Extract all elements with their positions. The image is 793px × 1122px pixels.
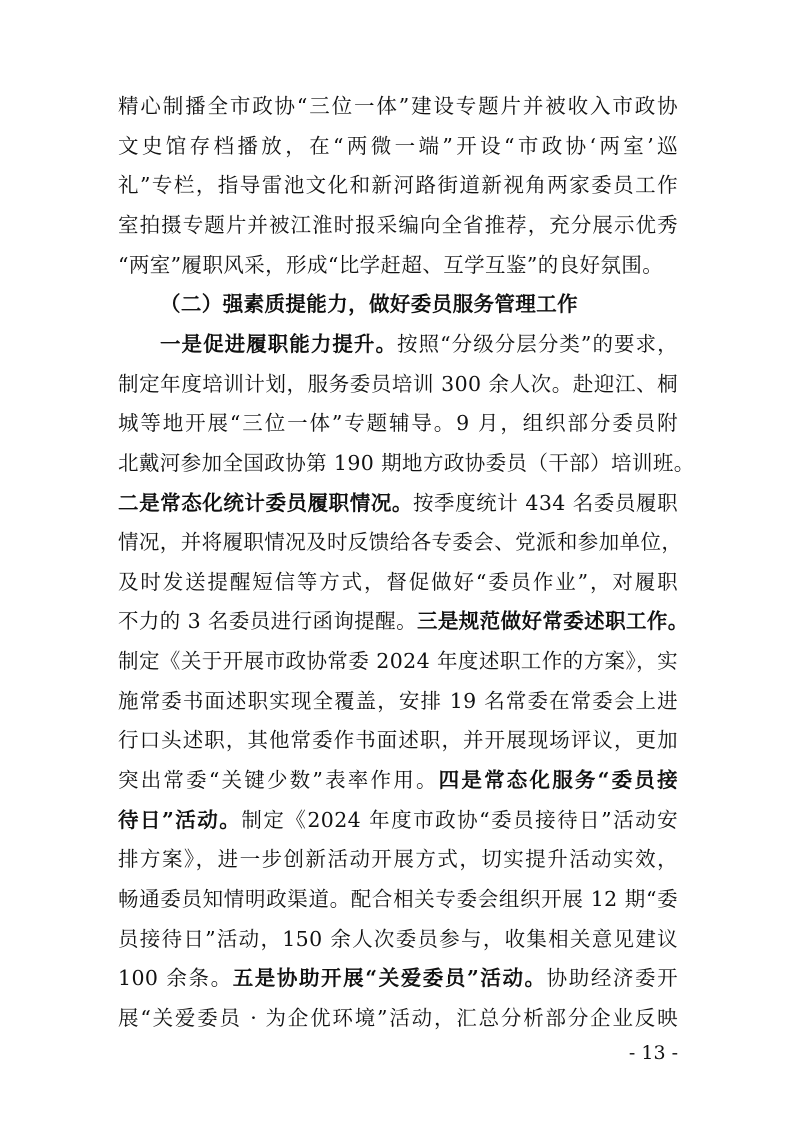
body-line: 文史馆存档播放，在“两微一端”开设“市政协‘两室’巡 [118,134,678,158]
body-line: 畅通委员知情明政渠道。配合相关专委会组织开展 12 期“委 [118,887,678,911]
body-line: “两室”履职风采，形成“比学赶超、互学互鉴”的良好氛围。 [118,253,664,277]
bold-lead: 五是协助开展“关爱委员”活动。 [232,966,547,990]
bold-lead: 一是促进履职能力提升。 [160,332,398,356]
body-line: 突出常委“关键少数”表率作用。四是常态化服务“委员接 [118,768,678,792]
body-line: 北戴河参加全国政协第 190 期地方政协委员（干部）培训班。 [118,451,695,475]
body-line: 不力的 3 名委员进行函询提醒。三是规范做好常委述职工作。 [118,609,689,633]
bold-lead: 四是常态化服务“委员接 [438,768,678,792]
body-line: 展“关爱委员 · 为企优环境”活动，汇总分析部分企业反映 [118,1006,678,1030]
body-line: 及时发送提醒短信等方式，督促做好“委员作业”，对履职 [118,570,678,594]
body-line: 施常委书面述职实现全覆盖，安排 19 名常委在常委会上进 [118,689,678,713]
body-line: 制定年度培训计划，服务委员培训 300 余人次。赴迎江、桐 [118,372,678,396]
body-line: 二是常态化统计委员履职情况。按季度统计 434 名委员履职 [118,491,678,515]
body-line: 精心制播全市政协“三位一体”建设专题片并被收入市政协 [118,94,678,118]
bold-lead: 待日”活动。 [118,808,242,832]
body-line: 情况，并将履职情况及时反馈给各专委会、党派和参加单位， [118,530,683,554]
body-line: 行口头述职，其他常委作书面述职，并开展现场评议，更加 [118,728,678,752]
body-line: 制定《关于开展市政协常委 2024 年度述职工作的方案》，实 [118,649,678,673]
body-line: 礼”专栏，指导雷池文化和新河路街道新视角两家委员工作 [118,173,678,197]
page-number: - 13 - [628,1042,678,1064]
section-heading: （二）强素质提能力，做好委员服务管理工作 [160,292,578,316]
body-line: 城等地开展“三位一体”专题辅导。9 月，组织部分委员附 [118,411,678,435]
bold-lead: 二是常态化统计委员履职情况。 [118,491,413,515]
body-line: 室拍摄专题片并被江淮时报采编向全省推荐，充分展示优秀 [118,213,678,237]
body-line: 100 余条。五是协助开展“关爱委员”活动。协助经济委开 [118,966,678,990]
bold-lead: 三是规范做好常委述职工作。 [416,609,689,633]
body-line: 一是促进履职能力提升。按照“分级分层分类”的要求， [160,332,679,356]
body-line: 员接待日”活动，150 余人次委员参与，收集相关意见建议 [118,927,678,951]
body-line: 排方案》，进一步创新活动开展方式，切实提升活动实效， [118,847,678,871]
body-line: 待日”活动。制定《2024 年度市政协“委员接待日”活动安 [118,808,678,832]
